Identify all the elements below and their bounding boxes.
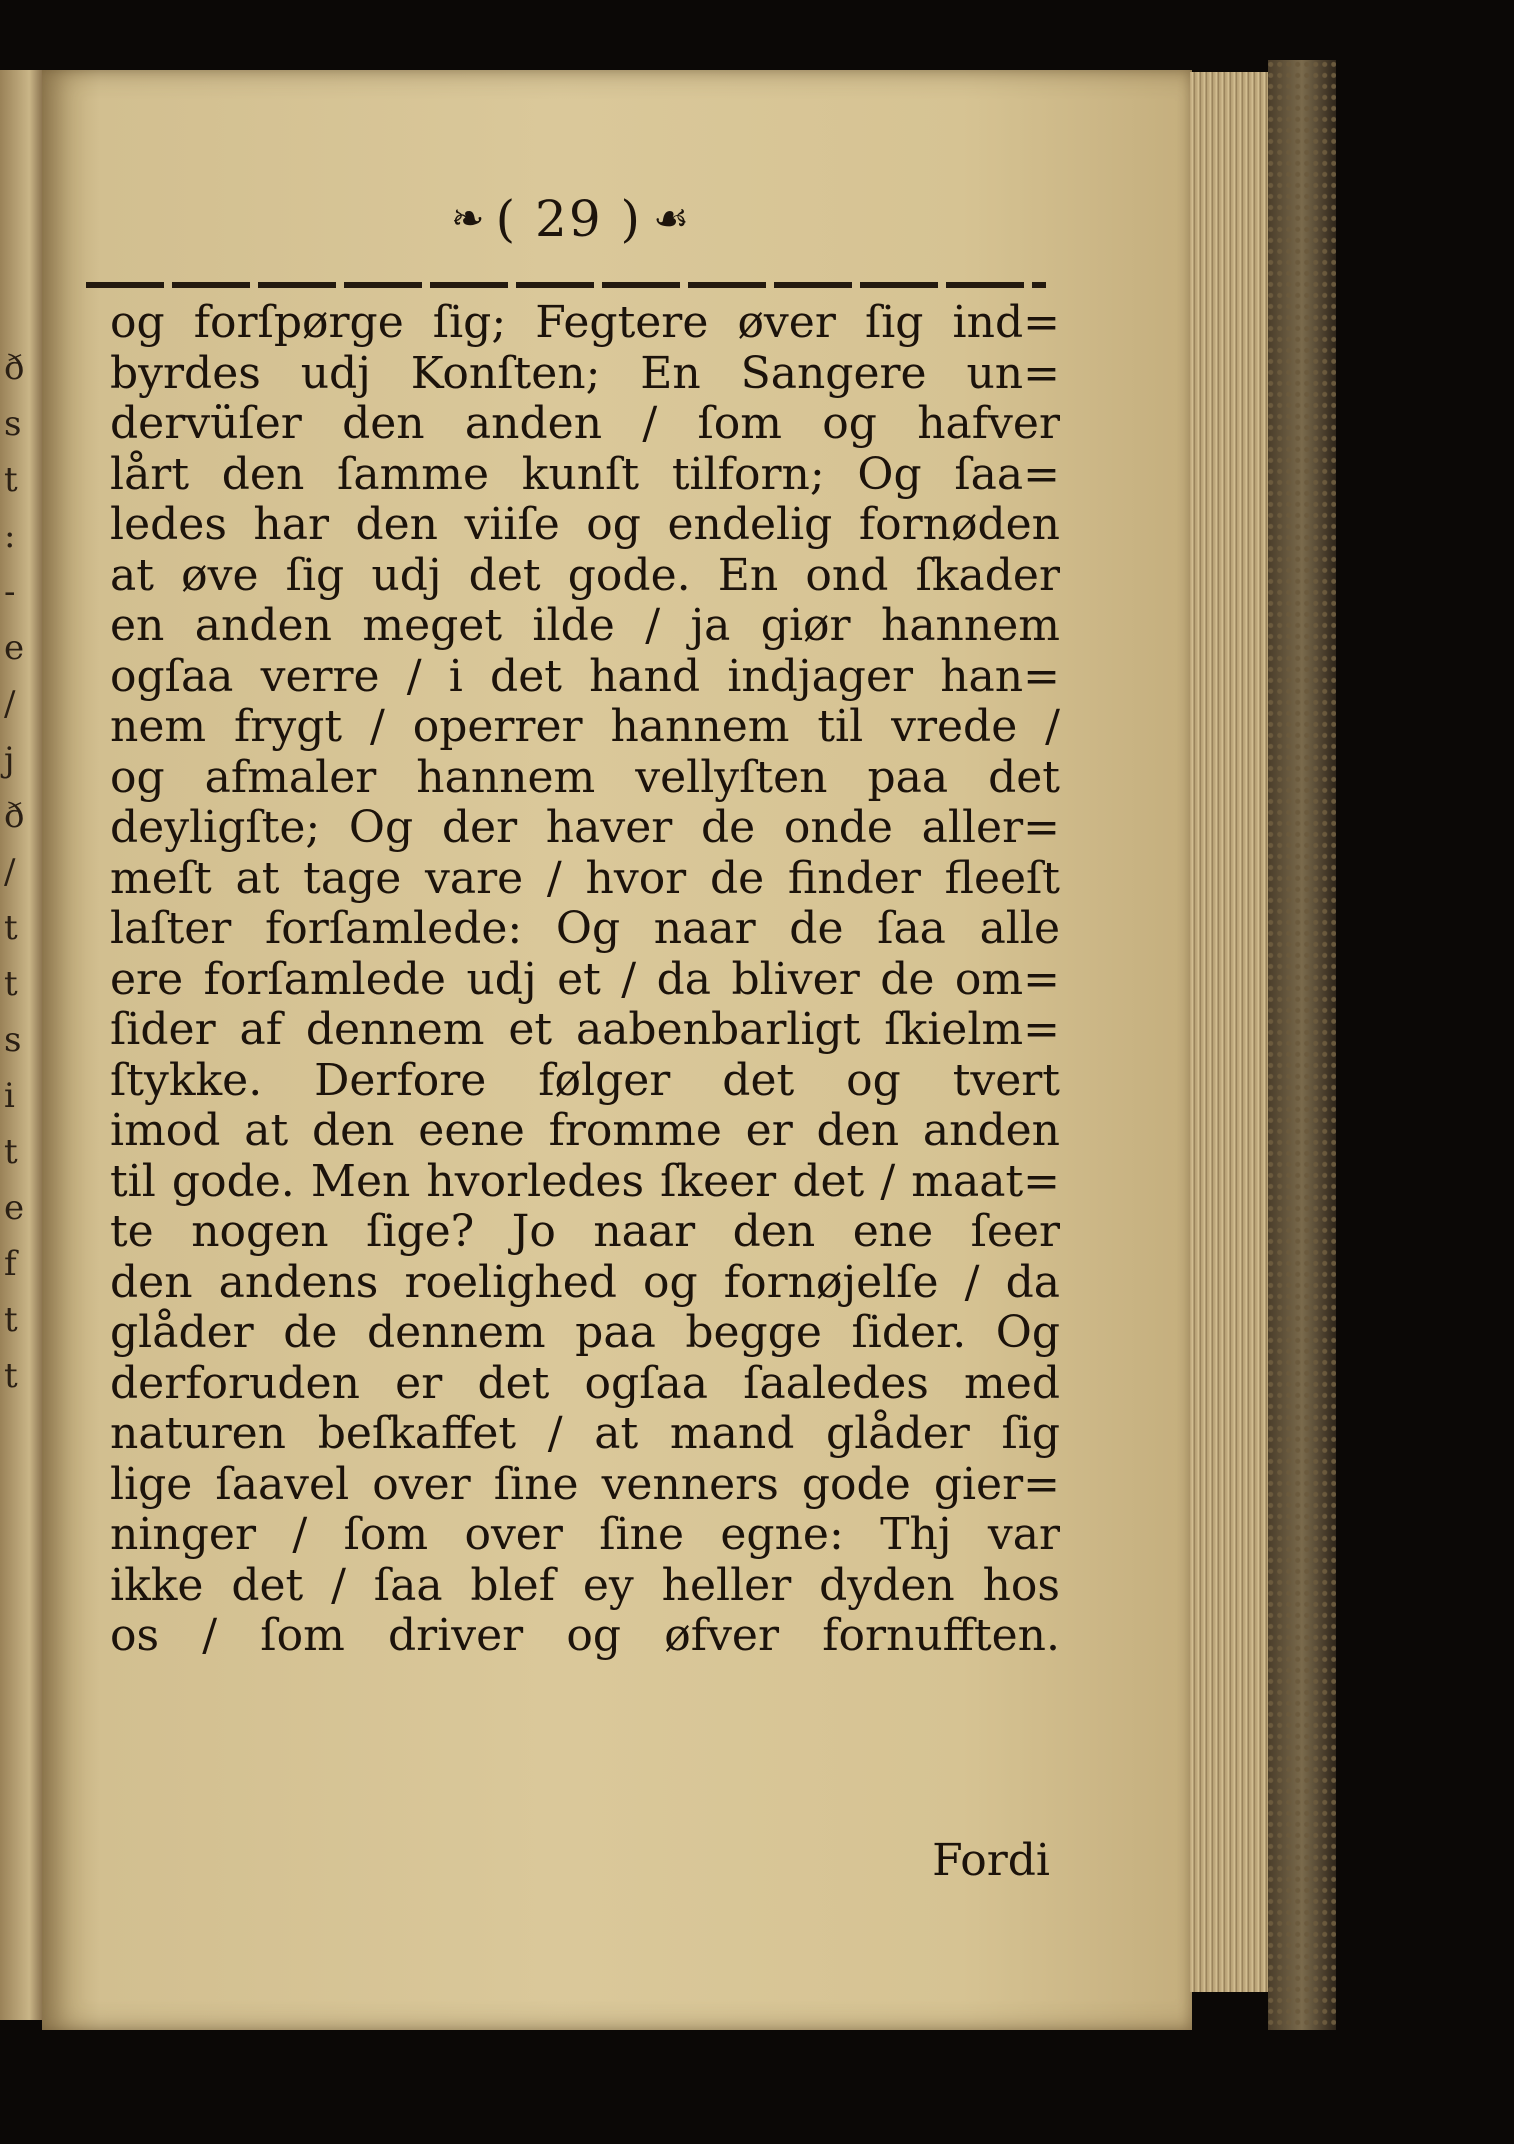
margin-char: t [4,1300,18,1340]
text-line: dervüſer den anden / ſom og hafver [110,399,1060,449]
body-text [110,298,1060,1662]
margin-char: s [4,1020,22,1060]
margin-char: ð [4,796,25,836]
text-line: at øve ſig udj det gode. En ond ſkader [110,550,1060,601]
text-line: laſter forſamlede: Og naar de ſaa alle [110,904,1060,954]
margin-char: / [4,852,16,892]
margin-char: s [4,404,22,444]
text-line: lårt den ſamme kunſt tilforn; Og ſaa= [110,449,1060,500]
header-rule [86,282,1046,288]
text-line: den andens roelighed og fornøjelſe / da [110,1257,1060,1308]
previous-page-edge [0,70,42,2020]
text-line: imod at den eene fromme er den anden [110,1106,1060,1156]
text-line: til gode. Men hvorledes ſkeer det / maat= [110,1156,1060,1207]
book-cover [1268,60,1336,2030]
text-line: og afmaler hannem vellyſten paa det [110,752,1060,803]
text-line: lige ſaavel over ſine venners gode gier= [110,1459,1060,1510]
text-line: naturen beſkaffet / at mand glåder ſig [110,1409,1060,1459]
margin-char: : [4,516,16,556]
catchword: Fordi [932,1835,1050,1886]
text-line: derforuden er det ogſaa ſaaledes med [110,1358,1060,1409]
text-line: os / ſom driver og øfver fornufften. [110,1611,1060,1661]
text-line: ſtykke. Derfore følger det og tvert [110,1055,1060,1106]
text-line: ogſaa verre / i det hand indjager han= [110,651,1060,702]
margin-char: t [4,908,18,948]
text-line: ere forſamlede udj et / da bliver de om= [110,954,1060,1005]
text-line: nem frygt / operrer hannem til vrede / [110,702,1060,752]
text-line: te nogen ſige? Jo naar den ene ſeer [110,1207,1060,1257]
text-line: ledes har den viiſe og endelig fornøden [110,500,1060,550]
text-line: byrdes udj Konſten; En Sangere un= [110,348,1060,399]
margin-char: t [4,1132,18,1172]
page-number: ( 29 ) [495,190,643,248]
text-line: ſider af dennem et aabenbarligt ſkielm= [110,1005,1060,1055]
text-line: ninger / ſom over ſine egne: Thj var [110,1510,1060,1560]
previous-page-margin-text [4,340,34,1404]
margin-char: e [4,1188,25,1228]
ornament-right-icon: ☙ [653,196,689,242]
page-edges [1190,72,1270,1992]
margin-char: j [4,740,15,780]
margin-char: e [4,628,25,668]
text-line: en anden meget ilde / ja giør hannem [110,601,1060,651]
page-header [400,190,740,270]
margin-char: - [4,572,16,612]
ornament-left-icon: ❧ [451,196,485,242]
margin-char: ð [4,348,25,388]
margin-char: / [4,684,16,724]
margin-char: t [4,964,18,1004]
text-line: meſt at tage vare / hvor de finder fleeſt [110,853,1060,904]
margin-char: i [4,1076,15,1116]
text-line: og forſpørge ſig; Fegtere øver ſig ind= [110,298,1060,348]
margin-char: t [4,1356,18,1396]
text-line: ikke det / ſaa blef ey heller dyden hos [110,1560,1060,1611]
margin-char: f [4,1244,17,1284]
text-line: deyligſte; Og der haver de onde aller= [110,803,1060,853]
text-line: glåder de dennem paa begge ſider. Og [110,1308,1060,1358]
margin-char: t [4,460,18,500]
